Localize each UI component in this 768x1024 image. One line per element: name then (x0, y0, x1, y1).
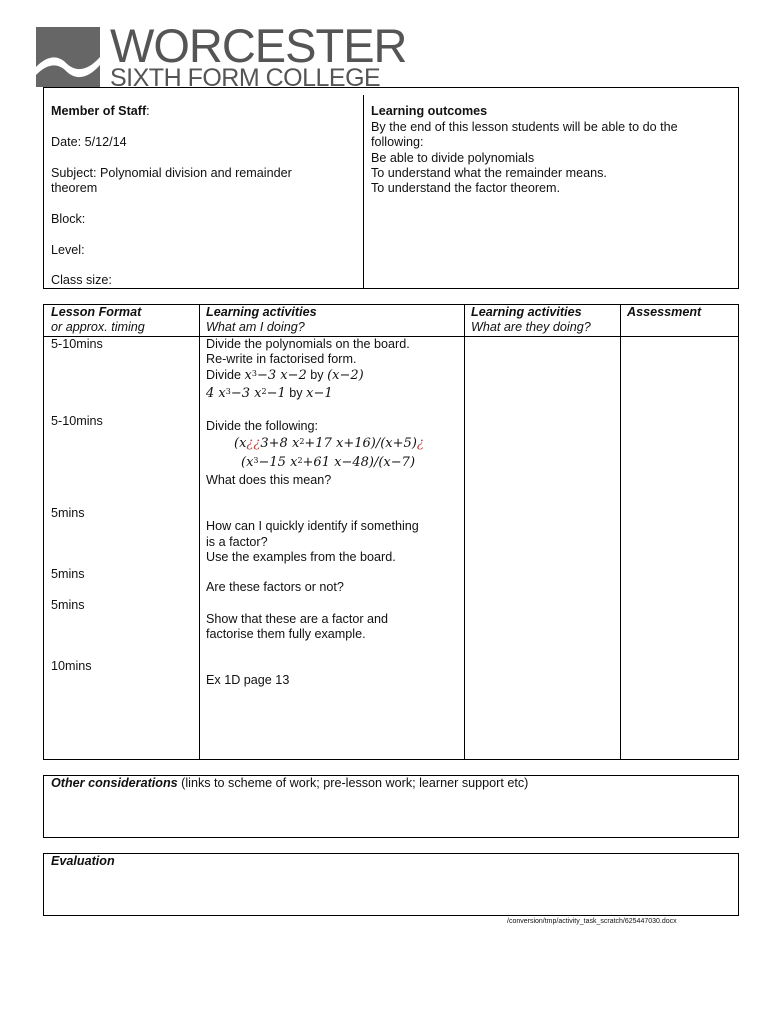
activity-line: Divide the polynomials on the board. (206, 337, 410, 351)
timing-cell: 5mins (51, 567, 85, 581)
timing-cell: 5-10mins (51, 414, 103, 428)
date-field: Date: 5/12/14 (51, 135, 127, 149)
evaluation-label: Evaluation (51, 854, 115, 868)
math-expression-2: ($x^3-15$ $x^2+61$ x−48)/(x−7) (241, 455, 416, 470)
class-size-field: Class size: (51, 273, 112, 287)
timing-cell: 5-10mins (51, 337, 103, 351)
activity-line: is a factor? (206, 535, 268, 549)
col-subheader-what-am-i-doing: What am I doing? (206, 320, 305, 334)
col-header-activities-teacher: Learning activities (206, 305, 317, 319)
subject-line1: Subject: Polynomial division and remainder (51, 166, 292, 180)
activity-division-2: 4 $x^3-3$ $x^2-1$ by x−1 (206, 386, 333, 401)
activity-line: Re-write in factorised form. (206, 352, 357, 366)
activity-line: What does this mean? (206, 473, 332, 487)
col-subheader-timing: or approx. timing (51, 320, 145, 334)
level-field: Level: (51, 243, 85, 257)
other-considerations-label: Other considerations (links to scheme of work; pre-lesson work; learner support etc) (51, 776, 529, 790)
outcome-line: To understand the factor theorem. (371, 181, 561, 195)
outcome-line: To understand what the remainder means. (371, 166, 607, 180)
activity-line: Ex 1D page 13 (206, 673, 290, 687)
subject-line2: theorem (51, 181, 98, 195)
college-logo-mark (36, 27, 100, 87)
activity-line: Show that these are a factor and (206, 612, 389, 626)
activity-line: How can I quickly identify if something (206, 519, 419, 533)
outcome-line: Be able to divide polynomials (371, 151, 535, 165)
timing-cell: 5mins (51, 506, 85, 520)
outcome-line: By the end of this lesson students will be able to do the (371, 120, 678, 134)
wave-icon (36, 27, 100, 87)
activity-line: Are these factors or not? (206, 580, 344, 594)
outcome-line: following: (371, 135, 424, 149)
col-header-lesson-format: Lesson Format (51, 305, 142, 319)
col-subheader-what-are-they-doing: What are they doing? (471, 320, 591, 334)
activity-division-1: Divide $x^3-3$ x−2 by (x−2) (206, 368, 364, 383)
activity-line: factorise them fully example. (206, 627, 366, 641)
evaluation-box (43, 853, 739, 916)
logo-title: WORCESTER (110, 19, 407, 72)
timing-cell: 10mins (51, 659, 92, 673)
outcomes-title: Learning outcomes (371, 104, 488, 118)
col-header-activities-students: Learning activities (471, 305, 582, 319)
footer-file-path: /conversion/tmp/activity_task_scratch/625447030.docx (507, 918, 677, 925)
timing-cell: 5mins (51, 598, 85, 612)
block-field: Block: (51, 212, 86, 226)
activity-line: Use the examples from the board. (206, 550, 396, 564)
activity-line: Divide the following: (206, 419, 319, 433)
math-expression-1: (x¿¿3+8 $x^2+17$ x+16)/(x+5)¿ (234, 436, 424, 451)
member-of-staff-field: Member of Staff: (51, 104, 150, 118)
col-header-assessment: Assessment (627, 305, 702, 319)
logo-subtitle: SIXTH FORM COLLEGE (110, 64, 381, 92)
